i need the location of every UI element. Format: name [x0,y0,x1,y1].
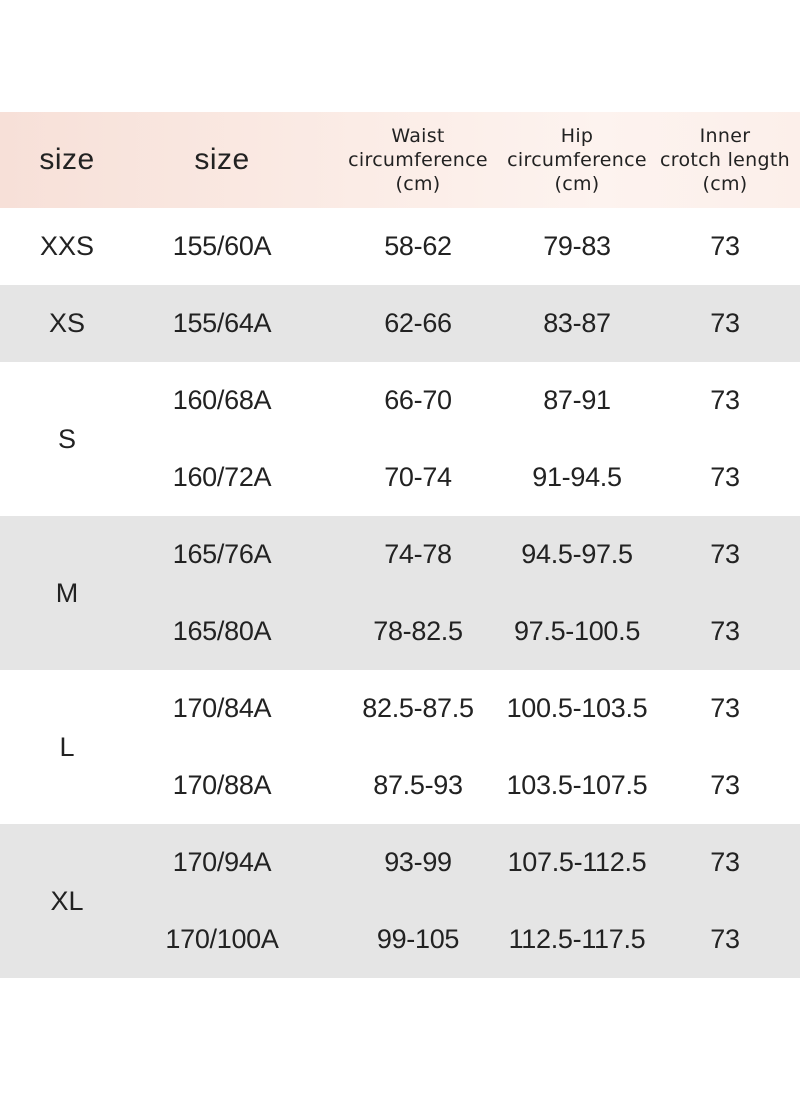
cell-size: 165/80A [172,616,272,646]
cell-hip: 91-94.5 [532,462,622,492]
cell-size: 170/100A [165,924,279,954]
table-row [0,516,800,593]
group-label: L [59,731,75,762]
group-label: XL [50,885,84,916]
cell-crotch: 73 [710,462,740,492]
cell-size: 165/76A [172,539,272,569]
cell-crotch: 73 [710,693,740,723]
header-hip-line: circumference [507,149,647,171]
cell-waist: 93-99 [384,847,452,877]
size-group-s [0,362,800,516]
header-crotch-line: Inner [699,125,751,147]
table-row [0,439,800,516]
header-size-label: size [39,143,95,176]
header-hip-line: (cm) [554,173,600,195]
cell-size: 170/84A [172,693,272,723]
cell-crotch: 73 [710,308,740,338]
cell-hip: 87-91 [543,385,611,415]
cell-waist: 99-105 [376,924,460,954]
cell-hip: 79-83 [543,231,611,261]
table-row [0,593,800,670]
table-row [0,362,800,439]
cell-size: 160/68A [172,385,272,415]
cell-hip: 94.5-97.5 [521,539,633,569]
group-label: M [55,577,79,608]
cell-crotch: 73 [710,847,740,877]
cell-hip: 97.5-100.5 [513,616,641,646]
header-crotch [658,112,792,208]
cell-crotch: 73 [710,770,740,800]
cell-size: 155/64A [172,308,272,338]
table-row [0,670,800,747]
cell-hip: 100.5-103.5 [506,693,648,723]
cell-crotch: 73 [710,616,740,646]
cell-waist: 74-78 [384,539,452,569]
cell-waist: 82.5-87.5 [362,693,474,723]
cell-crotch: 73 [710,924,740,954]
cell-hip: 112.5-117.5 [508,924,646,954]
table-row [0,901,800,978]
header-waist-line: circumference [348,149,488,171]
group-label: S [57,423,76,454]
cell-size: 170/88A [172,770,272,800]
size-group-xs [0,285,800,362]
cell-hip: 107.5-112.5 [507,847,647,877]
header-hip [496,112,658,208]
cell-waist: 87.5-93 [373,770,463,800]
cell-crotch: 73 [710,231,740,261]
table-header [0,112,800,208]
cell-size: 170/94A [172,847,272,877]
header-crotch-line: (cm) [702,173,748,195]
cell-hip: 103.5-107.5 [506,770,648,800]
cell-crotch: 73 [710,539,740,569]
header-hip-line: Hip [560,125,594,147]
header-waist-line: Waist [391,125,445,147]
cell-hip: 83-87 [543,308,611,338]
cell-waist: 62-66 [384,308,452,338]
header-waist-line: (cm) [395,173,441,195]
table-row [0,824,800,901]
cell-size: 160/72A [172,462,272,492]
size-group-m [0,516,800,670]
cell-waist: 78-82.5 [373,616,463,646]
cell-waist: 58-62 [384,231,452,261]
group-label: XXS [39,231,95,261]
size-group-xl [0,824,800,978]
cell-crotch: 73 [710,385,740,415]
header-crotch-line: crotch length [660,149,790,171]
table-row [0,747,800,824]
header-waist [340,112,496,208]
table-row [0,285,800,362]
size-group-xxs [0,208,800,285]
size-group-l [0,670,800,824]
cell-waist: 66-70 [384,385,452,415]
cell-size: 155/60A [172,231,272,261]
cell-waist: 70-74 [384,462,452,492]
size-chart-table [0,112,800,978]
header-size-code: size [194,143,250,176]
table-row [0,208,800,285]
group-label: XS [48,308,86,338]
